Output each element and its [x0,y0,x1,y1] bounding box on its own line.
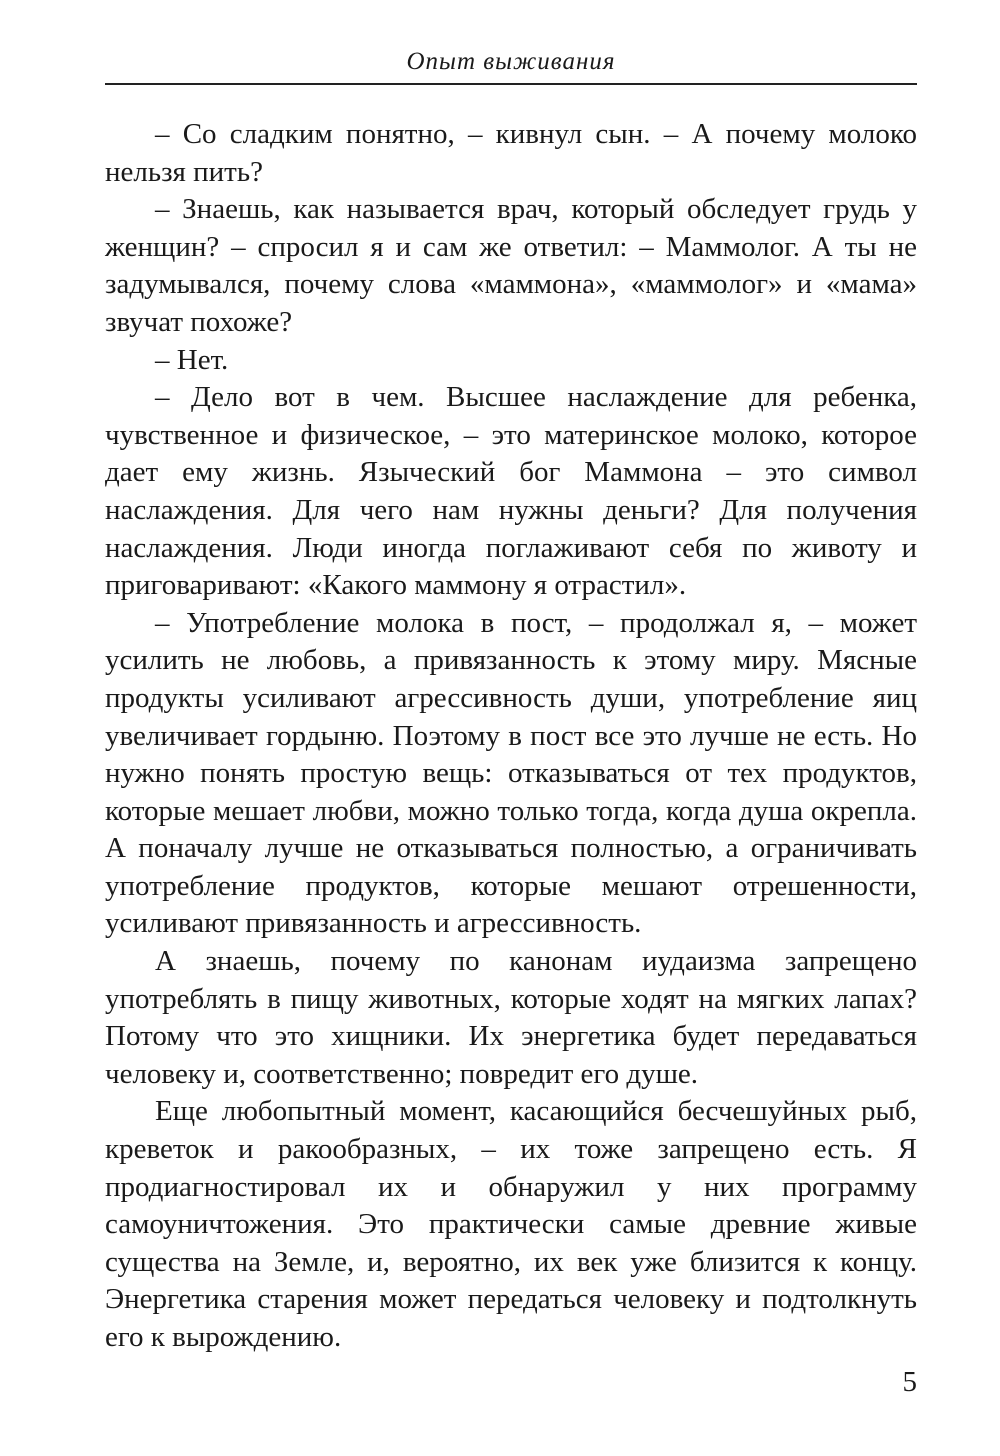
paragraph: – Знаешь, как называется врач, который обследует грудь у женщин? – спросил я и сам же ответил: – Маммолог. А ты не задумывался, почему слова «маммона», «маммолог» и «мама» звучат похоже? [105,193,917,338]
paragraph: Еще любопытный момент, касающийся бесчешуйных рыб, креветок и ракообразных, – их тоже запрещено есть. Я продиагностировал их и обнаружил у них программу самоуничтожения. Это практически самые древние живые существа на Земле, и, вероятно, их век уже близится к концу. Энергетика старения может передаться человеку и подтолкнуть его к вырождению. [105,1095,917,1353]
body-text [105,116,917,1357]
paragraph: – Нет. [155,343,229,376]
paragraph: – Дело вот в чем. Высшее наслаждение для ребенка, чувственное и физическое, – это материнское молоко, которое дает ему жизнь. Языческий бог Маммона – это символ наслаждения. Для чего нам нужны деньги? Для получения наслаждения. Люди иногда поглаживают себя по животу и приговаривают: «Какого маммону я отрастил». [105,381,917,602]
header-rule [105,83,917,85]
paragraph: – Употребление молока в пост, – продолжал я, – может усилить не любовь, а привязанность к этому миру. Мясные продукты усиливают агрессивность души, употребление яиц увеличивает гордыню. Поэтому в пост все это лучше не есть. Но нужно понять простую вещь: отказываться от тех продуктов, которые мешает любви, можно только тогда, когда душа окрепла. А поначалу лучше не отказываться полностью, а ограничивать употребление продуктов, которые мешают отрешенности, усиливают привязанность и агрессивность. [105,606,917,940]
paragraph: А знаешь, почему по канонам иудаизма запрещено употреблять в пищу животных, которые ходят на мягких лапах? Потому что это хищники. Их энергетика будет передаваться человеку и, соответственно; повредит его душе. [105,945,917,1090]
paragraph: – Со сладким понятно, – кивнул сын. – А почему молоко нельзя пить? [105,118,917,188]
running-header: Опыт выживания [406,48,616,75]
page-number: 5 [902,1366,917,1398]
